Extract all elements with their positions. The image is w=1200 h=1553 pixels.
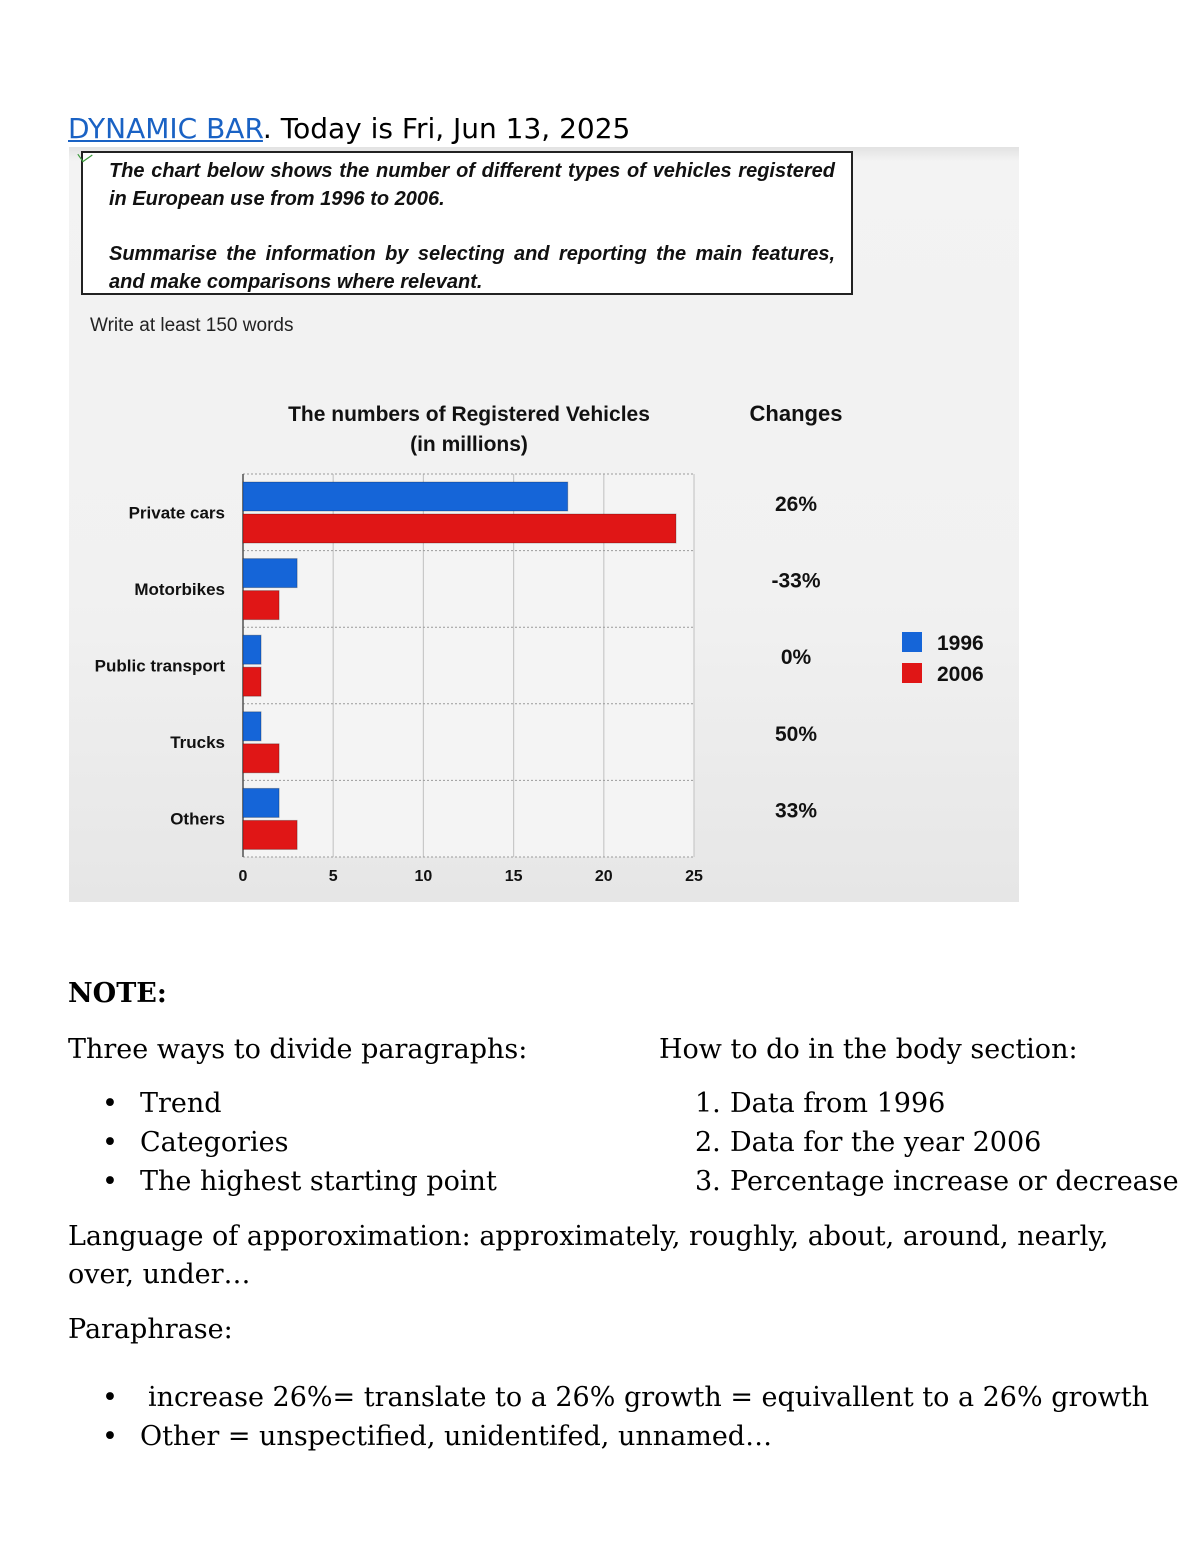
list-item: • increase 26%= translate to a 26% growth = equivallent to a 26% growth — [68, 1379, 1148, 1418]
chart-subtitle: (in millions) — [410, 433, 528, 456]
bar-1996 — [243, 559, 297, 588]
x-tick-label: 0 — [238, 868, 248, 885]
approximation-language: Language of apporoximation: approximately, roughly, about, around, nearly, over, under… — [68, 1221, 1109, 1290]
legend-label: 2006 — [937, 663, 984, 686]
list-item: • Other = unspectified, unidentifed, unnamed… — [68, 1418, 1148, 1457]
list-item: • Trend — [68, 1085, 628, 1124]
bar-1996 — [243, 712, 261, 741]
word-count-note: Write at least 150 words — [90, 315, 294, 336]
category-label: Public transport — [94, 656, 225, 676]
change-value: -33% — [771, 569, 821, 593]
list-text: Data from 1996 — [730, 1088, 946, 1119]
x-tick-label: 20 — [594, 868, 613, 885]
x-tick-label: 10 — [414, 868, 433, 885]
list-item — [659, 1124, 1159, 1163]
list-number: 1. — [695, 1088, 721, 1119]
change-value: 50% — [774, 722, 818, 746]
paragraph-ways-column — [68, 1031, 628, 1202]
list-item — [659, 1163, 1179, 1202]
body-section-title: How to do in the body section: — [659, 1034, 1078, 1065]
legend-label: 1996 — [937, 632, 984, 655]
bar-1996 — [243, 788, 279, 817]
legend-swatch-1996 — [902, 632, 922, 652]
x-tick-label: 25 — [685, 868, 703, 885]
category-label: Motorbikes — [134, 579, 225, 599]
list-item — [659, 1085, 1159, 1124]
category-label: Trucks — [170, 733, 225, 753]
note-title: NOTE: — [68, 978, 167, 1009]
list-item: • The highest starting point — [68, 1163, 628, 1202]
x-tick-label: 5 — [328, 868, 338, 885]
body-section-list — [659, 1085, 1179, 1202]
header-line — [68, 112, 630, 146]
bar-2006 — [243, 667, 261, 696]
changes-title: Changes — [749, 401, 843, 426]
change-value: 0% — [780, 646, 812, 670]
dynamic-bar-link[interactable]: DYNAMIC BAR — [68, 112, 263, 145]
category-label: Others — [170, 809, 225, 829]
list-text: Data for the year 2006 — [730, 1127, 1042, 1158]
bar-2006 — [243, 514, 676, 543]
legend-swatch-2006 — [902, 663, 922, 683]
bar-1996 — [243, 635, 261, 664]
list-number: 2. — [695, 1127, 721, 1158]
task-prompt: The chart below shows the number of different types of vehicles registered in European use from 1996 to 2006. — [109, 160, 835, 210]
bar-2006 — [243, 744, 279, 773]
task-figure — [69, 147, 1019, 902]
list-item: • Categories — [68, 1124, 628, 1163]
category-label: Private cars — [128, 503, 225, 523]
task-instruction: Summarise the information by selecting and reporting the main features, and make comparisons where relevant. — [109, 243, 835, 293]
x-tick-label: 15 — [504, 868, 523, 885]
paraphrase-title: Paraphrase: — [68, 1314, 233, 1345]
bar-2006 — [243, 820, 297, 849]
vehicles-bar-chart — [69, 147, 1019, 902]
list-text: Percentage increase or decrease — [730, 1166, 1179, 1197]
paraphrase-list — [68, 1379, 1148, 1457]
bar-2006 — [243, 591, 279, 620]
list-number: 3. — [695, 1166, 721, 1197]
paragraph-ways-title: Three ways to divide paragraphs: — [68, 1034, 528, 1065]
body-section-column — [659, 1031, 1179, 1202]
change-value: 33% — [774, 799, 818, 823]
change-value: 26% — [774, 493, 818, 516]
date-text: . Today is Fri, Jun 13, 2025 — [262, 112, 631, 145]
bar-1996 — [243, 482, 568, 511]
paragraph-ways-list — [68, 1085, 628, 1202]
chart-title: The numbers of Registered Vehicles — [288, 403, 650, 426]
